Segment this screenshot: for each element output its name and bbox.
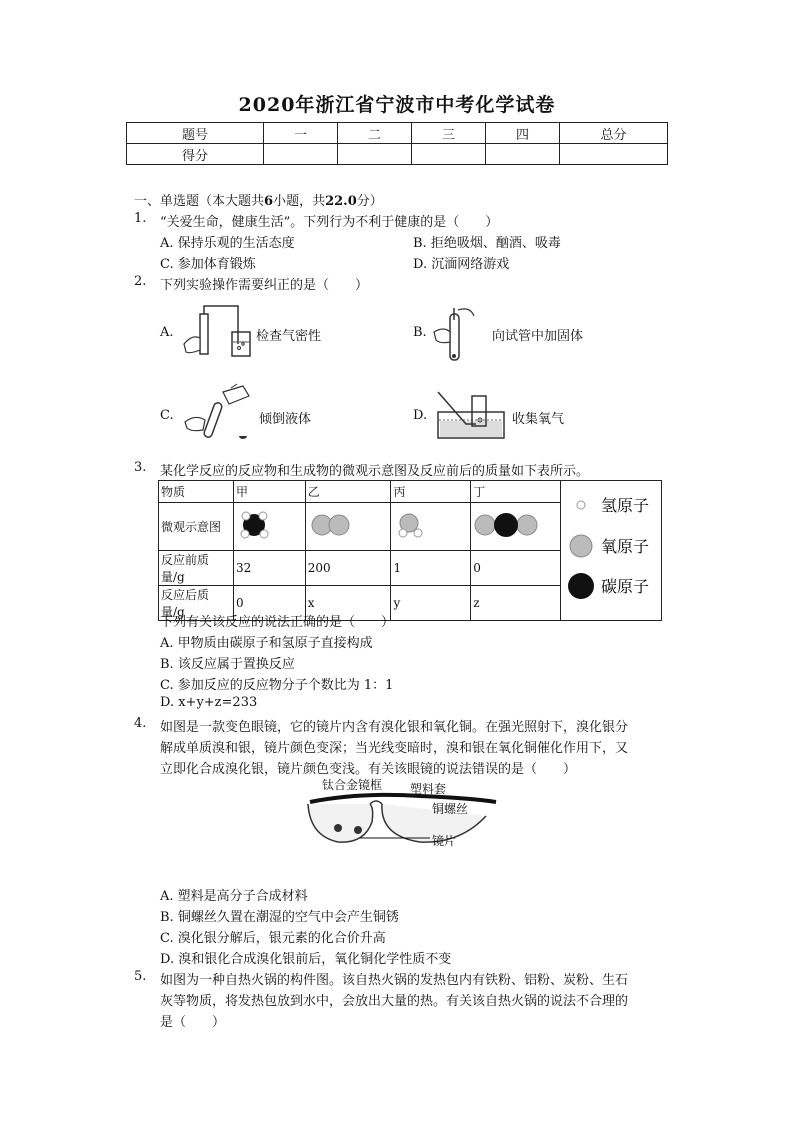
option-a: A. 保持乐观的生活态度	[160, 236, 295, 251]
reaction-cell: 200	[305, 551, 391, 586]
question-stem-line: 立即化合成溴化银，镜片颜色变浅。有关该眼镜的说法错误的是（ ）	[160, 762, 577, 777]
option-d: D.	[413, 408, 428, 423]
reaction-cell: 0	[471, 551, 561, 586]
option-d: D. 沉湎网络游戏	[413, 257, 510, 272]
legend-oxygen: 氧原子	[601, 537, 650, 556]
option-a: A. 甲物质由碳原子和氢原子直接构成	[160, 636, 373, 651]
label-frame: 钛合金镜框	[322, 778, 383, 792]
score-row-label: 得分	[127, 144, 264, 165]
hydrogen-atom-icon	[577, 501, 585, 509]
question-stem: 某化学反应的反应物和生成物的微观示意图及反应前后的质量如下表所示。	[160, 464, 590, 479]
option-a-text: 检查气密性	[256, 329, 322, 344]
reaction-cell: 32	[233, 551, 305, 586]
label-lens: 镜片	[432, 834, 457, 848]
legend-carbon: 碳原子	[601, 577, 650, 596]
option-b: B.	[413, 325, 427, 340]
section-mid: 小题，共	[273, 194, 326, 209]
score-cell	[412, 144, 486, 165]
reaction-cell: y	[391, 586, 471, 621]
score-header-cell: 总分	[560, 123, 668, 144]
question-stem-line: 灰等物质，将发热包放到水中，会放出大量的热。有关该自热火锅的说法不合理的	[160, 994, 629, 1009]
question-stem: 下列实验操作需要纠正的是（ ）	[160, 278, 369, 293]
reaction-table	[158, 480, 662, 621]
carbon-atom-icon	[568, 573, 594, 599]
question-stem-line: 如图为一种自热火锅的构件图。该自热火锅的发热包内有铁粉、铝粉、炭粉、生石	[160, 973, 629, 988]
section-end: 分）	[356, 194, 383, 209]
reaction-header-cell: 甲	[233, 481, 305, 503]
pour-liquid-illustration	[183, 382, 257, 444]
option-d: D. x+y+z=233	[160, 695, 258, 710]
atom-legend	[561, 481, 662, 621]
reaction-row-label: 反应前质量/g	[159, 551, 234, 586]
legend-hydrogen: 氢原子	[601, 496, 650, 515]
label-screw: 铜螺丝	[432, 802, 469, 816]
question-number: 1.	[134, 211, 147, 226]
reaction-cell: 1	[391, 551, 471, 586]
reaction-cell: z	[471, 586, 561, 621]
oxygen-atom-icon	[570, 535, 592, 557]
methane-molecule-icon	[234, 503, 300, 547]
question-stem: “关爱生命，健康生活”。下列行为不利于健康的是（ ）	[160, 215, 499, 230]
carbon-dioxide-molecule-icon	[471, 503, 555, 547]
option-a: A. 塑料是高分子合成材料	[160, 889, 308, 904]
section-count: 6	[264, 194, 274, 209]
option-b-text: 向试管中加固体	[492, 329, 584, 344]
option-b: B. 拒绝吸烟、酗酒、吸毒	[413, 236, 561, 251]
reaction-header-cell: 乙	[305, 481, 391, 503]
reaction-header-cell: 丁	[471, 481, 561, 503]
option-c-text: 倾倒液体	[259, 412, 312, 427]
score-header-cell: 一	[264, 123, 338, 144]
question-substem: 下列有关该反应的说法正确的是（ ）	[160, 615, 395, 630]
section-label: 一、单选题	[134, 194, 200, 209]
option-c: C. 溴化银分解后，银元素的化合价升高	[160, 931, 386, 946]
collect-oxygen-illustration	[436, 390, 508, 440]
score-header-cell: 四	[486, 123, 560, 144]
reaction-cell: x	[305, 586, 391, 621]
section-note: （本大题共	[199, 194, 265, 209]
question-number: 4.	[134, 716, 147, 731]
reaction-row-label: 微观示意图	[159, 503, 234, 551]
question-number: 2.	[134, 274, 147, 289]
score-header-cell: 三	[412, 123, 486, 144]
molecule-yi	[305, 503, 391, 551]
atom-legend-graphic	[561, 487, 661, 611]
option-c: C. 参加体育锻炼	[160, 257, 256, 272]
reaction-cell: 0	[233, 586, 305, 621]
question-stem-line: 解成单质溴和银，镜片颜色变深；当光线变暗时，溴和银在氧化铜催化作用下，又	[160, 741, 629, 756]
molecule-ding	[471, 503, 561, 551]
section-heading	[134, 190, 383, 209]
score-table	[126, 122, 668, 165]
page-title: 2020年浙江省宁波市中考化学试卷	[238, 94, 556, 116]
score-table-score-row	[127, 144, 668, 165]
airtight-check-illustration	[182, 304, 254, 362]
option-c: C.	[160, 408, 174, 423]
option-b: B. 该反应属于置换反应	[160, 657, 295, 672]
option-d: D. 溴和银化合成溴化银前后，氧化铜化学性质不变	[160, 952, 452, 967]
score-cell	[338, 144, 412, 165]
reaction-row-label: 反应后质量/g	[159, 586, 234, 621]
question-number: 5.	[134, 969, 147, 984]
score-cell	[264, 144, 338, 165]
water-molecule-icon	[391, 503, 465, 547]
score-cell	[486, 144, 560, 165]
option-b: B. 铜螺丝久置在潮湿的空气中会产生铜锈	[160, 910, 399, 925]
option-d-text: 收集氧气	[512, 412, 565, 427]
score-header-cell: 题号	[127, 123, 264, 144]
label-plastic: 塑料套	[410, 782, 447, 796]
add-solid-to-tube-illustration	[430, 306, 490, 362]
molecule-bing	[391, 503, 471, 551]
oxygen-molecule-icon	[306, 503, 386, 547]
reaction-header-cell: 物质	[159, 481, 234, 503]
question-stem-line: 如图是一款变色眼镜，它的镜片内含有溴化银和氧化铜。在强光照射下，溴化银分	[160, 720, 629, 735]
score-cell	[560, 144, 668, 165]
question-number: 3.	[134, 460, 147, 475]
reaction-header-cell: 丙	[391, 481, 471, 503]
option-a: A.	[160, 325, 174, 340]
section-points: 22.0	[325, 194, 357, 209]
score-header-cell: 二	[338, 123, 412, 144]
molecule-jia	[233, 503, 305, 551]
reaction-header-row	[159, 481, 662, 503]
option-c: C. 参加反应的反应物分子个数比为 1：1	[160, 678, 394, 693]
question-stem-line: 是（ ）	[160, 1015, 226, 1030]
score-table-header-row	[127, 123, 668, 144]
